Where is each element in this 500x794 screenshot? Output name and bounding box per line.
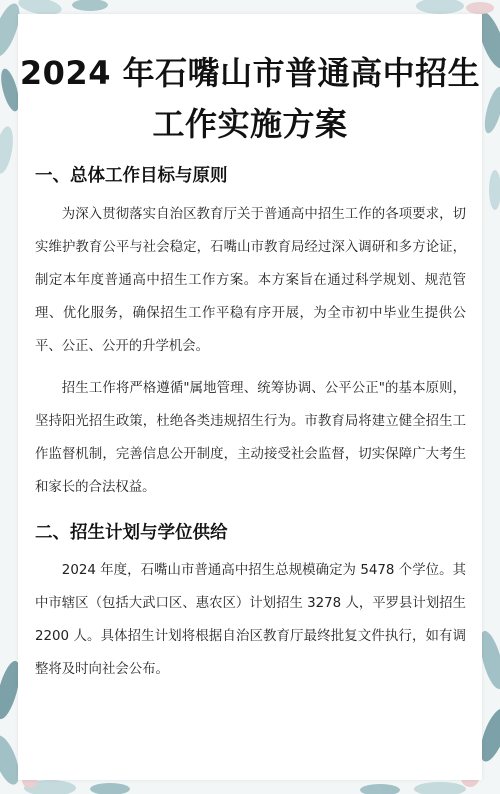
paragraph: 招生工作将严格遵循"属地管理、统筹协调、公平公正"的基本原则，坚持阳光招生政策，杜绝各类违规招生行为。市教育局将建立健全招生工作监督机制，完善信息公开制度，主动接受社会监督，切实保障广大考生和家长的合法权益。 — [35, 381, 466, 495]
paragraph: 为深入贯彻落实自治区教育厅关于普通高中招生工作的各项要求，切实维护教育公平与社会稳定，石嘴山市教育局经过深入调研和多方论证，制定本年度普通高中招生工作方案。本方案旨在通过科学规划、规范管理、优化服务，确保招生工作平稳有序开展，为全市初中毕业生提供公平、公正、公开的升学机会。 — [35, 207, 466, 354]
document-page — [18, 14, 482, 780]
title-line-1: 2024 年石嘴山市普通高中招生 — [19, 54, 481, 92]
document-title — [18, 14, 482, 150]
title-line-2: 工作实施方案 — [152, 105, 348, 143]
section-heading: 二、招生计划与学位供给 — [35, 523, 228, 543]
section-heading: 一、总体工作目标与原则 — [35, 166, 228, 186]
paragraph: 2024 年度，石嘴山市普通高中招生总规模确定为 5478 个学位。其中市辖区（包括大武口区、惠农区）计划招生 3278 人，平罗县计划招生 2200 人。具体招生计划将根据自治区教育厅最终批复文件执行，如有调整将及时向社会公布。 — [35, 563, 466, 677]
